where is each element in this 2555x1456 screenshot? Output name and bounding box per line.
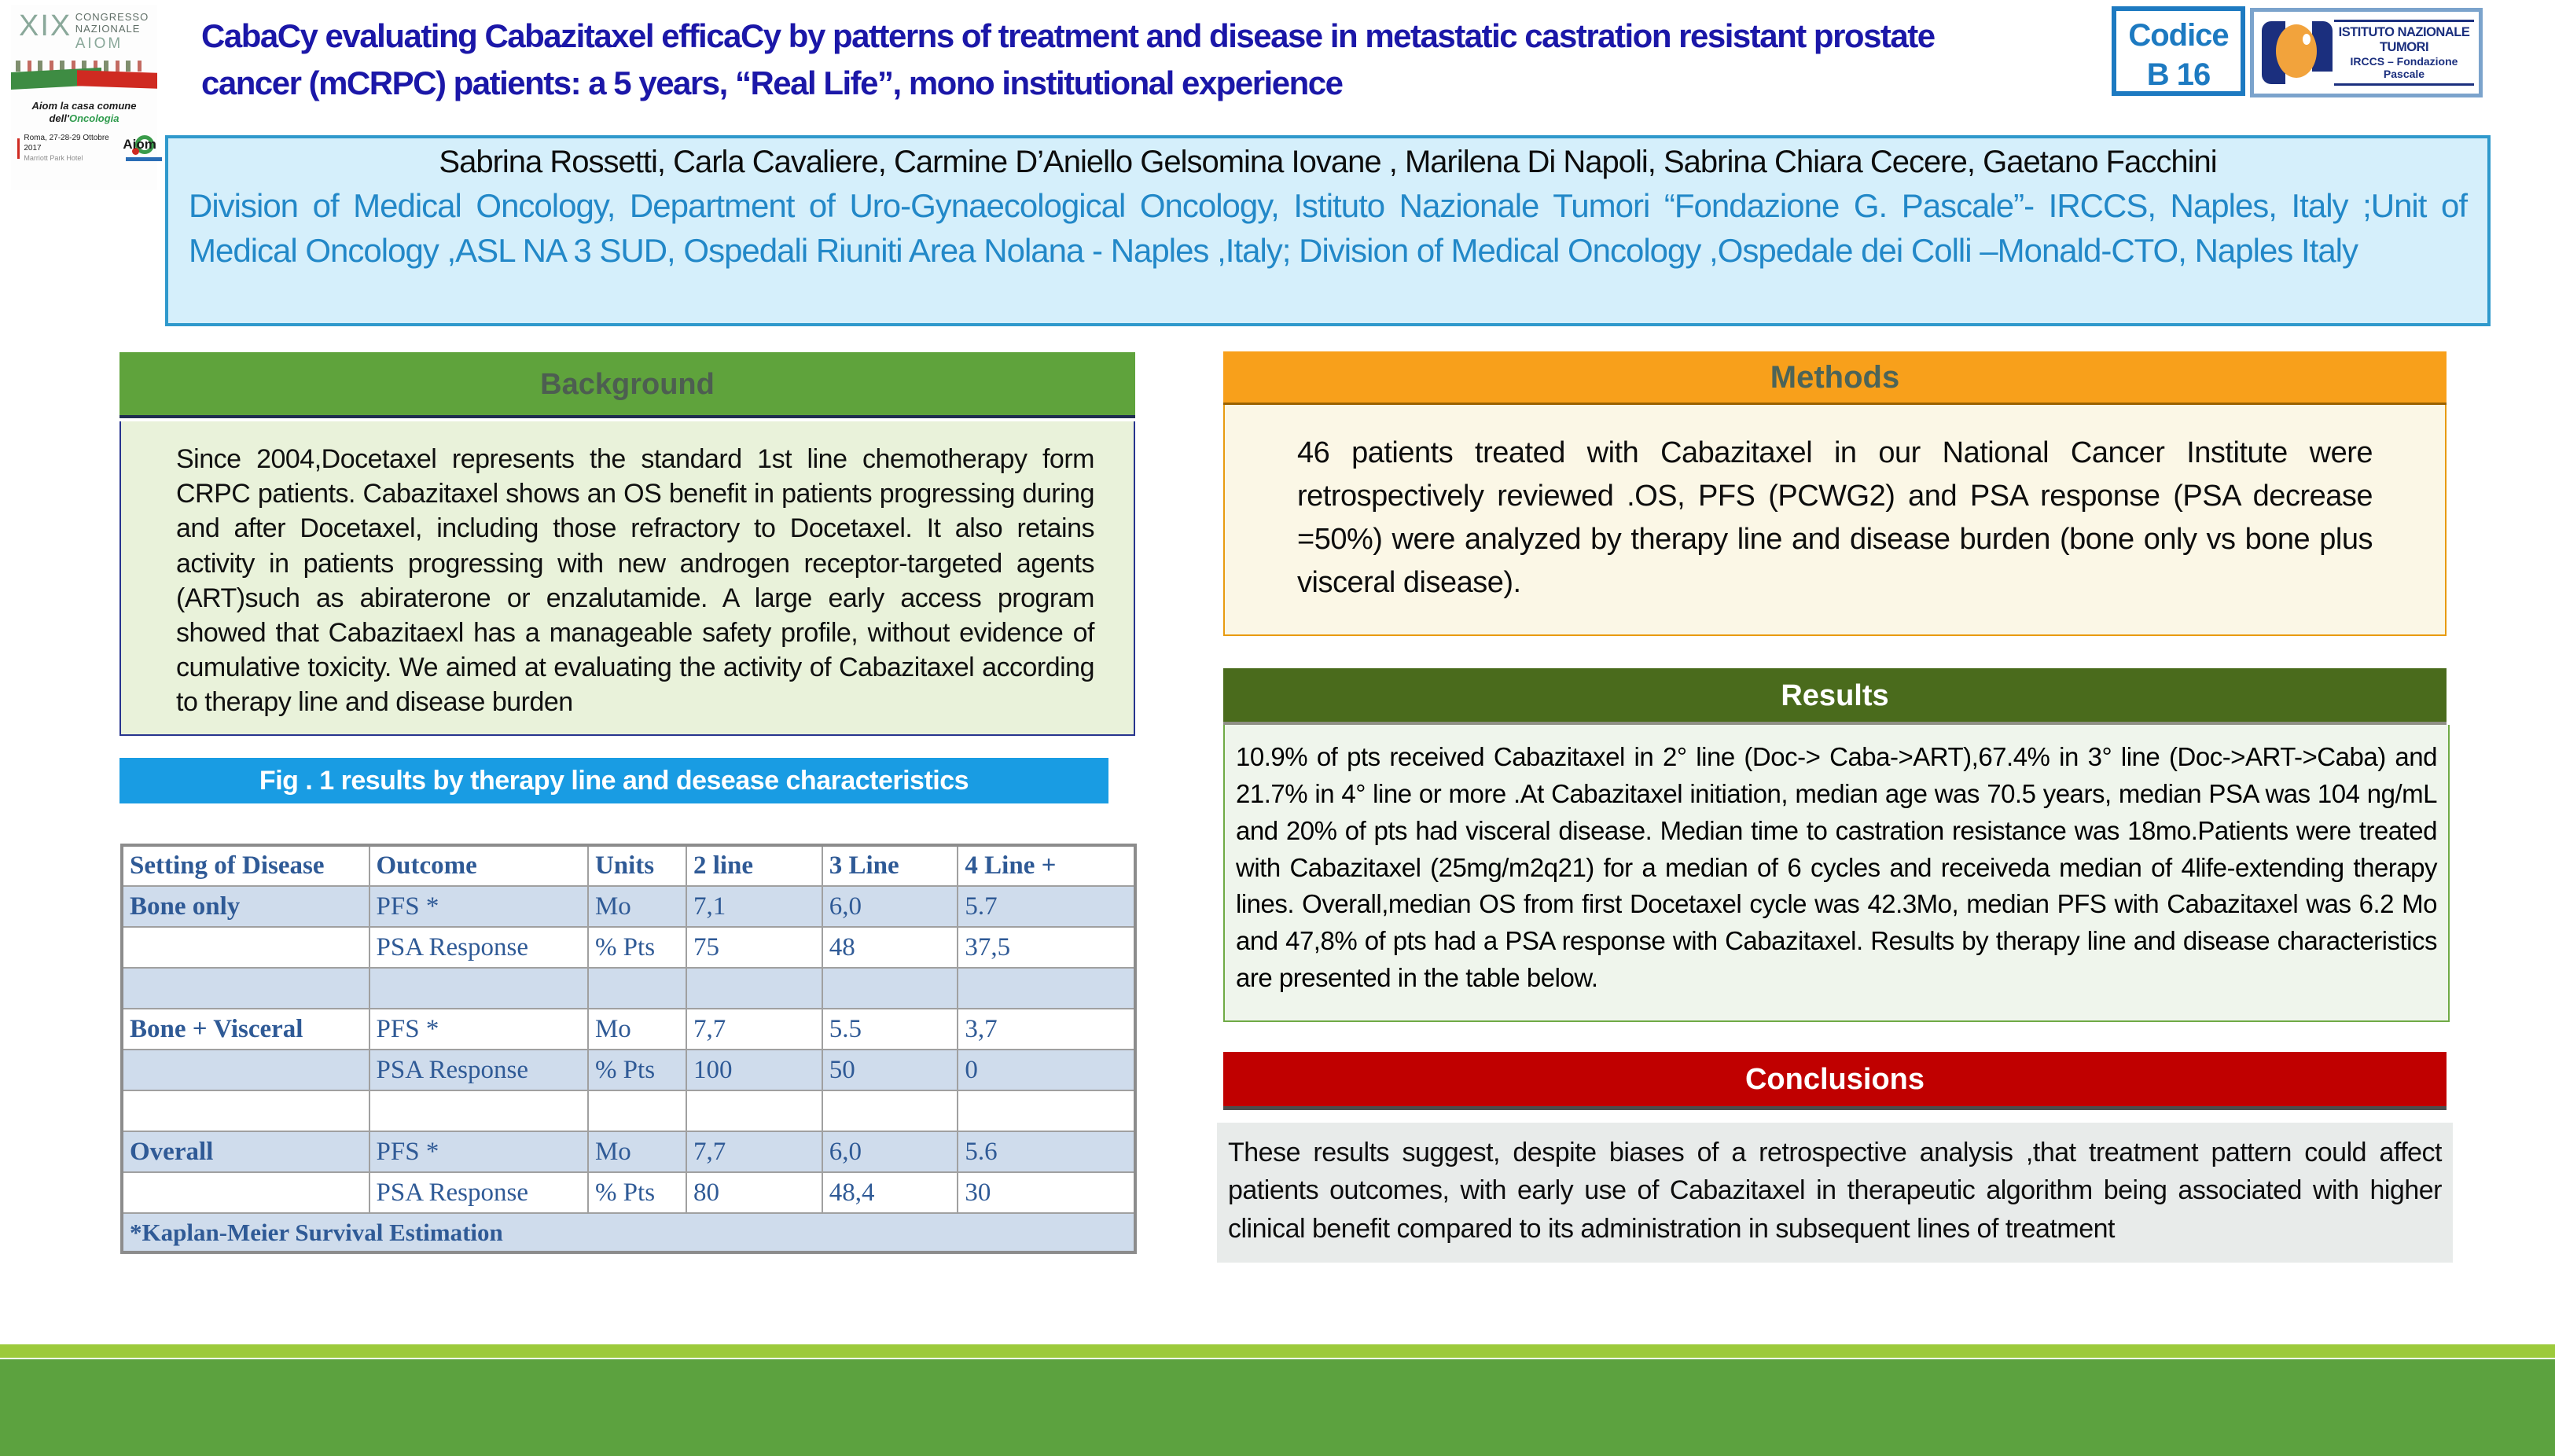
table-cell: 48 — [822, 927, 958, 968]
institute-logo-orange-ellipse — [2276, 24, 2317, 78]
table-cell: Bone + Visceral — [122, 1009, 369, 1050]
table-header-cell: 4 Line + — [958, 845, 1135, 886]
footer-dark-green-bar — [0, 1359, 2555, 1456]
rome-skyline-art — [11, 59, 157, 95]
table-cell: PFS * — [369, 1131, 588, 1172]
codice-badge — [2112, 6, 2245, 96]
table-cell: 5.6 — [958, 1131, 1135, 1172]
table-cell: Mo — [588, 886, 686, 927]
table-cell — [122, 1172, 369, 1213]
table-row — [122, 1009, 1135, 1050]
venue-text — [24, 133, 112, 164]
table-cell — [958, 1090, 1135, 1131]
table-cell: 0 — [958, 1050, 1135, 1090]
congress-venue — [11, 133, 157, 164]
table-cell: 50 — [822, 1050, 958, 1090]
authors-line: Sabrina Rossetti, Carla Cavaliere, Carmine D’Aniello Gelsomina Iovane , Marilena Di Napoli, Sabrina Chiara Cecere, Gaetano Facchini — [439, 145, 2217, 179]
institute-logo-highlight — [2303, 34, 2311, 45]
table-row — [122, 1050, 1135, 1090]
institute-subtitle: IRCCS – Fondazione Pascale — [2350, 55, 2458, 80]
table-row — [122, 927, 1135, 968]
table-row — [122, 1172, 1135, 1213]
congress-name-line1: CONGRESSO — [75, 11, 149, 23]
table-row — [122, 1090, 1135, 1131]
table-cell: 7,1 — [686, 886, 822, 927]
table-cell: PSA Response — [369, 1172, 588, 1213]
poster-title-line1: CabaCy evaluating Cabazitaxel efficaCy by patterns of treatment and disease in metastatic castration resistant prostate — [201, 17, 1935, 54]
congress-roman-numeral: XIX — [19, 9, 72, 42]
institute-name: ISTITUTO NAZIONALE TUMORI — [2338, 25, 2470, 54]
congress-name — [75, 9, 149, 53]
table-cell: PSA Response — [369, 1050, 588, 1090]
table-cell: 80 — [686, 1172, 822, 1213]
congress-logo-header — [11, 5, 157, 53]
table-cell — [588, 968, 686, 1009]
table-header-cell: Outcome — [369, 845, 588, 886]
table-cell: Bone only — [122, 886, 369, 927]
table-cell: PFS * — [369, 886, 588, 927]
tagline-line2-black: dell' — [49, 112, 69, 124]
codice-label: Codice — [2128, 18, 2229, 53]
table-cell: 37,5 — [958, 927, 1135, 968]
table-cell: % Pts — [588, 1050, 686, 1090]
table-cell — [122, 1050, 369, 1090]
table-cell: 5.5 — [822, 1009, 958, 1050]
table-cell — [822, 1090, 958, 1131]
table-cell: 6,0 — [822, 886, 958, 927]
table-cell: % Pts — [588, 1172, 686, 1213]
table-cell: 100 — [686, 1050, 822, 1090]
table-cell — [822, 968, 958, 1009]
conclusions-section-header: Conclusions — [1223, 1052, 2447, 1110]
skyline-red-brush — [77, 70, 157, 89]
tagline-line1: Aiom la casa comune — [31, 99, 137, 112]
table-cell: % Pts — [588, 927, 686, 968]
poster-title — [201, 13, 2104, 107]
table-row — [122, 886, 1135, 927]
methods-section-body: 46 patients treated with Cabazitaxel in our National Cancer Institute were retrospectively reviewed .OS, PFS (PCWG2) and PSA response (PSA decrease =50%) were analyzed by therapy line and disease burden (bone only vs bone plus visceral disease). — [1223, 405, 2447, 636]
venue-red-bar — [17, 138, 20, 159]
table-cell: PFS * — [369, 1009, 588, 1050]
table-header-cell: 3 Line — [822, 845, 958, 886]
congress-tagline — [11, 100, 157, 126]
institute-logo-text — [2334, 20, 2474, 86]
figure-caption-banner: Fig . 1 results by therapy line and desease characteristics — [119, 758, 1108, 803]
results-section-header: Results — [1223, 668, 2447, 725]
table-header-row — [122, 845, 1135, 886]
venue-hotel: Marriott Park Hotel — [24, 154, 83, 163]
results-section-body: 10.9% of pts received Cabazitaxel in 2° line (Doc-> Caba->ART),67.4% in 3° line (Doc->ART->Caba) and 21.7% in 4° line or more .At Cabazitaxel initiation, median age was 70.5 years, median PSA was 104 ng/mL and 20% of pts had visceral disease. Median time to castration resistance was 18mo.Patients were treated with Cabazitaxel (25mg/m2q21) for a median of 6 cycles and receiveda median of 4life-extending therapy lines. Overall,median OS from first Docetaxel cycle was 42.3Mo, median PFS with Cabazitaxel was 6.2 Mo and 47,8% of pts had a PSA response with Cabazitaxel. Results by therapy line and disease characteristics are presented in the table below. — [1223, 725, 2450, 1022]
table-cell: 7,7 — [686, 1131, 822, 1172]
footer-light-green-bar — [0, 1344, 2555, 1358]
table-cell: Overall — [122, 1131, 369, 1172]
congress-name-line3: AIOM — [75, 35, 123, 52]
table-cell — [686, 968, 822, 1009]
congress-logo — [11, 5, 157, 190]
aiom-mini-text: Aiom — [123, 136, 156, 152]
results-table-wrapper — [120, 844, 1137, 1254]
background-section-header: Background — [119, 352, 1135, 418]
institute-logo-icon — [2259, 17, 2334, 89]
table-footnote-row — [122, 1213, 1135, 1252]
table-cell — [122, 968, 369, 1009]
affiliations: Division of Medical Oncology, Department of Uro-Gynaecological Oncology, Istituto Nazionale Tumori “Fondazione G. Pascale”- IRCCS, Naples, Italy ;Unit of Medical Oncology ,ASL NA 3 SUD, Ospedali Riuniti Area Nolana - Naples ,Italy; Division of Medical Oncology ,Ospedale dei Colli –Monald-CTO, Naples Italy — [189, 187, 2467, 270]
poster-title-line2: cancer (mCRPC) patients: a 5 years, “Real Life”, mono institutional experience — [201, 64, 1343, 101]
table-cell: 75 — [686, 927, 822, 968]
methods-section-header: Methods — [1223, 351, 2447, 405]
table-cell: 6,0 — [822, 1131, 958, 1172]
table-row — [122, 1131, 1135, 1172]
table-cell — [686, 1090, 822, 1131]
table-cell: Mo — [588, 1009, 686, 1050]
table-cell — [958, 968, 1135, 1009]
table-footnote: *Kaplan-Meier Survival Estimation — [122, 1213, 1135, 1252]
table-header-cell: Units — [588, 845, 686, 886]
table-cell: Mo — [588, 1131, 686, 1172]
tagline-line2-green: Oncologia — [68, 112, 119, 124]
table-cell: PSA Response — [369, 927, 588, 968]
table-cell — [122, 1090, 369, 1131]
results-table — [120, 844, 1137, 1254]
table-cell: 3,7 — [958, 1009, 1135, 1050]
table-cell — [369, 968, 588, 1009]
table-cell — [122, 927, 369, 968]
codice-code: B 16 — [2146, 57, 2211, 92]
congress-name-line2: NAZIONALE — [75, 22, 141, 35]
table-cell — [588, 1090, 686, 1131]
table-cell: 30 — [958, 1172, 1135, 1213]
table-header-cell: Setting of Disease — [122, 845, 369, 886]
table-cell: 7,7 — [686, 1009, 822, 1050]
table-cell: 5.7 — [958, 886, 1135, 927]
table-row — [122, 968, 1135, 1009]
table-cell — [369, 1090, 588, 1131]
aiom-blue-strip — [126, 157, 162, 161]
conclusions-section-body: These results suggest, despite biases of a retrospective analysis ,that treatment pattern could affect patients outcomes, with early use of Cabazitaxel in therapeutic algorithm being associated with higher clinical benefit compared to its administration in subsequent lines of treatment — [1217, 1123, 2453, 1263]
table-cell: 48,4 — [822, 1172, 958, 1213]
table-header-cell: 2 line — [686, 845, 822, 886]
background-section-body: Since 2004,Docetaxel represents the standard 1st line chemotherapy form CRPC patients. Cabazitaxel shows an OS benefit in patients progressing during and after Docetaxel, including those refractory to Docetaxel. It also retains activity in patients progressing with new androgen receptor-targeted agents (ART)such as abiraterone or enzalutamide. A large early access program showed that Cabazitaexl has a manageable safety profile, without evidence of cumulative toxicity. We aimed at evaluating the activity of Cabazitaxel according to therapy line and disease burden — [119, 421, 1135, 736]
authors-box — [165, 135, 2491, 326]
institute-logo — [2250, 8, 2483, 97]
aiom-mini-logo — [123, 135, 157, 162]
venue-date: Roma, 27-28-29 Ottobre 2017 — [24, 134, 109, 153]
